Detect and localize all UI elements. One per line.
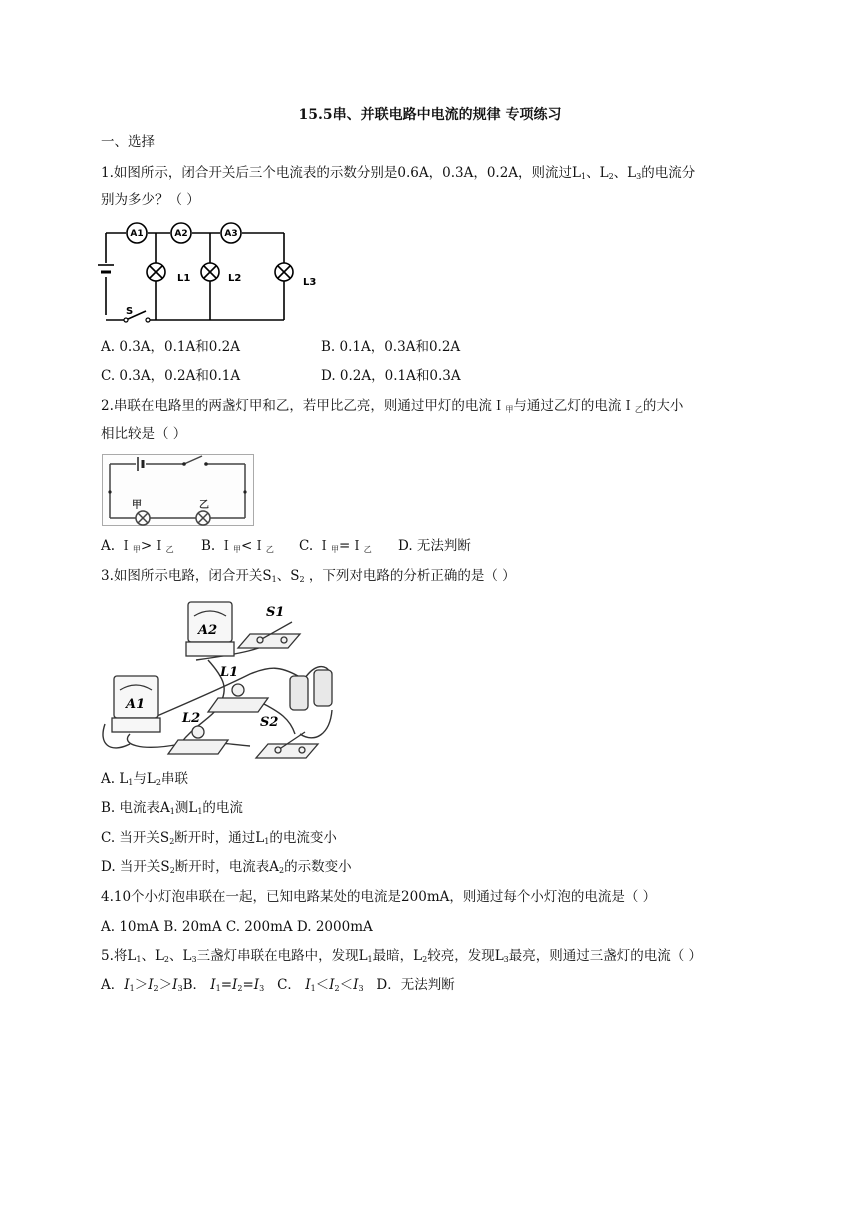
lamp-label-l1: L1: [177, 273, 191, 284]
q5-stem: 5.将$L_1$、$L_2$、$L_3$三盏灯串联在电路中，发现$L_1$最暗，$L_2$较亮，发现$L_3$最亮，则通过三盏灯的电流（ ）: [101, 948, 703, 964]
q1-circuit-diagram: [100, 219, 330, 327]
photo-label-s2: S2: [260, 715, 279, 730]
q2-stem-line2: 相比较是（ ）: [101, 426, 187, 442]
q3-option-c: C. 当开关$S_2$断开时，通过$L_1$的电流变小: [101, 830, 337, 846]
q1-option-a: A. 0.3A，0.1A和0.2A: [101, 339, 240, 355]
q2-circuit-diagram: [102, 454, 254, 526]
meter-label-a1: A1: [130, 229, 144, 239]
meter-label-a2: A2: [174, 229, 188, 239]
switch-label-s: S: [126, 306, 134, 317]
q1-option-d: D. 0.2A，0.1A和0.3A: [321, 368, 461, 384]
q1-stem-line1: 1.如图所示，闭合开关后三个电流表的示数分别是0.6A，0.3A，0.2A，则流过$L_1$、$L_2$、$L_3$的电流分: [101, 165, 696, 181]
q4-stem: 4.10个小灯泡串联在一起，已知电路某处的电流是200mA，则通过每个小灯泡的电流是（ ）: [101, 889, 657, 905]
photo-label-a1: A1: [126, 697, 146, 712]
q2-stem-line1: 2.串联在电路里的两盏灯甲和乙，若甲比乙亮，则通过甲灯的电流Ｉ$_甲$与通过乙灯的电流Ｉ$_乙$的大小: [101, 398, 684, 414]
photo-label-s1: S1: [266, 605, 285, 620]
q3-option-d: D. 当开关$S_2$断开时，电流表$A_2$的示数变小: [101, 859, 352, 875]
page-title: 15.5串、并联电路中电流的规律 专项练习: [298, 107, 562, 123]
q2-option-c: C. Ｉ$_甲$=Ｉ$_乙$: [299, 538, 372, 554]
lamp-label-l3: L3: [303, 277, 317, 288]
q2-option-a: A. Ｉ$_甲$>Ｉ$_乙$: [101, 538, 174, 554]
q1-option-c: C. 0.3A，0.2A和0.1A: [101, 368, 241, 384]
q1-option-b: B. 0.1A，0.3A和0.2A: [321, 339, 461, 355]
q1-stem-line2: 别为多少？（ ）: [101, 192, 200, 208]
meter-label-a3: A3: [224, 229, 238, 239]
q2-option-d: D. 无法判断: [398, 538, 471, 554]
q2-option-b: B. Ｉ$_甲$<Ｉ$_乙$: [201, 538, 274, 554]
q3-stem: 3.如图所示电路，闭合开关$S_1$、$S_2$ ，下列对电路的分析正确的是（ ）: [101, 568, 516, 584]
q3-circuit-photo: [100, 594, 358, 766]
q4-options: A. 10mA B. 20mA C. 200mA D. 2000mA: [101, 919, 373, 935]
lamp-label-l2: L2: [228, 273, 242, 284]
photo-label-a2: A2: [198, 623, 218, 638]
q3-option-a: A. $L_1$与$L_2$串联: [101, 771, 188, 787]
photo-label-l1: L1: [220, 665, 239, 680]
q3-option-b: B. 电流表$A_1$测$L_1$的电流: [101, 800, 243, 816]
q5-options: A．$I_1>I_2>I_3B$． $I_1=I_2=I_3$ C． $I_1<I_2<I_3$ D．无法判断: [101, 977, 455, 993]
lamp-label-jia: 甲: [132, 500, 142, 511]
photo-label-l2: L2: [182, 711, 201, 726]
section-heading: 一、选择: [101, 134, 155, 150]
lamp-label-yi: 乙: [199, 500, 209, 511]
